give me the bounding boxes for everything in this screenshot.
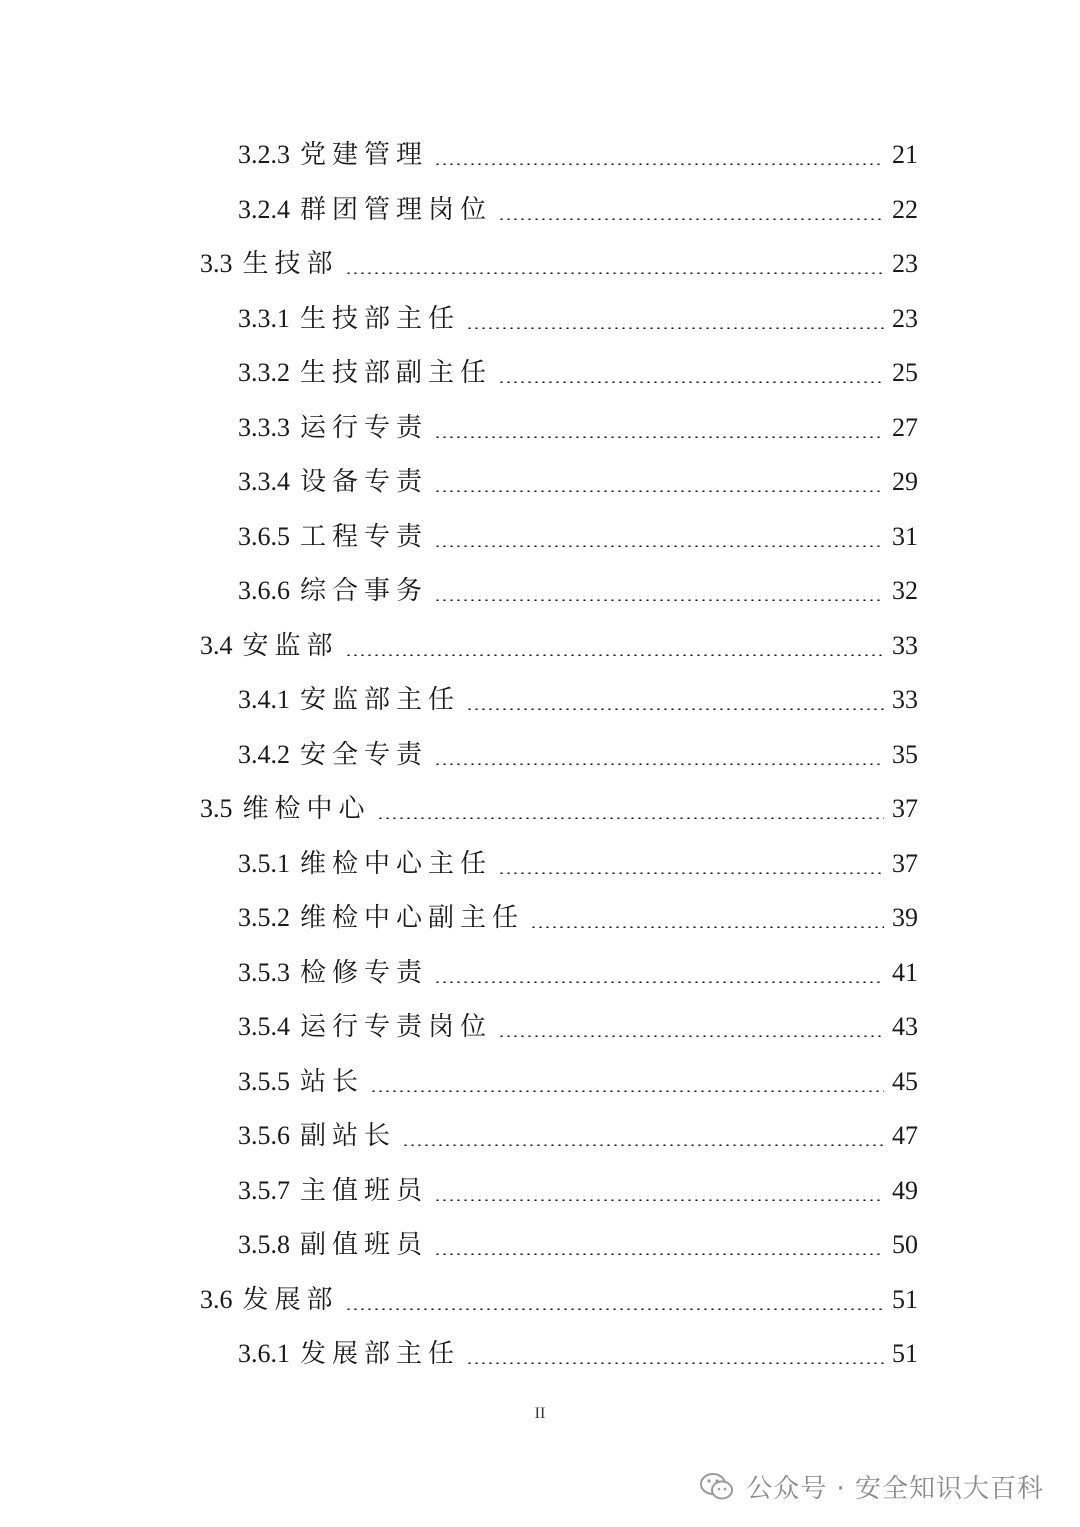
toc-entry xyxy=(0,619,1080,674)
toc-entry xyxy=(0,1218,1080,1273)
toc-entry-page: 51 xyxy=(892,1339,918,1368)
toc-entry-number: 3.6 xyxy=(200,1284,233,1314)
toc-entry-title: 维检中心主任 xyxy=(300,848,493,879)
toc-entry-page: 50 xyxy=(892,1230,918,1259)
toc-entry-page: 31 xyxy=(892,521,918,551)
dot-leader xyxy=(498,872,884,874)
toc-entry-page: 49 xyxy=(892,1175,918,1205)
dot-leader xyxy=(498,218,884,220)
toc-entry-page: 47 xyxy=(892,1121,918,1150)
toc-entry xyxy=(0,673,1080,728)
toc-entry-number: 3.5 xyxy=(200,794,233,823)
toc-entry-page: 39 xyxy=(892,903,918,932)
dot-leader xyxy=(377,817,884,819)
toc-entry-title: 生技部 xyxy=(242,249,339,279)
dot-leader xyxy=(345,654,884,656)
toc-entry-number: 3.4 xyxy=(200,630,233,660)
toc-entry-title: 检修专责 xyxy=(300,957,429,988)
dot-leader xyxy=(466,1362,884,1364)
toc-entry-page: 41 xyxy=(892,957,918,987)
toc-entry-title: 站长 xyxy=(300,1066,365,1097)
toc-entry-title: 副站长 xyxy=(300,1121,397,1151)
dot-leader xyxy=(402,1144,884,1146)
toc-entry-number: 3.5.5 xyxy=(238,1066,290,1096)
toc-entry-page: 25 xyxy=(892,358,918,387)
dot-leader xyxy=(370,1090,884,1092)
toc-entry xyxy=(0,782,1080,837)
dot-leader xyxy=(434,981,884,983)
dot-leader xyxy=(434,436,884,438)
toc-entry-title: 发展部主任 xyxy=(300,1339,461,1369)
watermark xyxy=(700,1468,1044,1505)
toc-entry-number: 3.3 xyxy=(200,249,233,278)
toc-entry-number: 3.5.8 xyxy=(238,1230,290,1259)
toc-entry-title: 党建管理 xyxy=(300,140,429,170)
toc-entry-page: 27 xyxy=(892,412,918,442)
toc-entry-title: 工程专责 xyxy=(300,521,429,552)
toc-entry-page: 35 xyxy=(892,739,918,769)
toc-entry-title: 群团管理岗位 xyxy=(300,194,493,225)
dot-leader xyxy=(434,163,884,165)
toc-entry-title: 生技部主任 xyxy=(300,303,461,334)
dot-leader xyxy=(530,926,884,928)
toc-entry-title: 发展部 xyxy=(242,1284,339,1315)
toc-entry-page: 22 xyxy=(892,194,918,224)
toc-entry xyxy=(0,346,1080,401)
toc-entry xyxy=(0,837,1080,892)
toc-entry-page: 21 xyxy=(892,140,918,169)
toc-entry xyxy=(0,455,1080,510)
toc-entry-number: 3.5.1 xyxy=(238,848,290,878)
toc-entry-number: 3.3.2 xyxy=(238,358,290,387)
toc-entry-title: 设备专责 xyxy=(300,467,429,497)
toc-entry-title: 综合事务 xyxy=(300,576,429,606)
toc-entry xyxy=(0,401,1080,456)
toc-entry xyxy=(0,1055,1080,1110)
dot-leader xyxy=(498,381,884,383)
toc-entry-title: 运行专责 xyxy=(300,412,429,443)
dot-leader xyxy=(466,327,884,329)
table-of-contents xyxy=(0,128,1080,1382)
toc-entry-page: 37 xyxy=(892,848,918,878)
toc-entry xyxy=(0,1109,1080,1164)
toc-entry-title: 运行专责岗位 xyxy=(300,1012,493,1042)
dot-leader xyxy=(434,1253,884,1255)
toc-entry-title: 主值班员 xyxy=(300,1175,429,1206)
dot-leader xyxy=(434,1199,884,1201)
toc-entry-number: 3.3.4 xyxy=(238,467,290,496)
toc-entry xyxy=(0,728,1080,783)
toc-entry-title: 安监部 xyxy=(242,630,339,661)
toc-entry-title: 维检中心 xyxy=(242,794,371,824)
toc-entry-number: 3.4.2 xyxy=(238,739,290,769)
dot-leader xyxy=(434,763,884,765)
toc-entry-page: 33 xyxy=(892,630,918,660)
toc-entry-number: 3.5.4 xyxy=(238,1012,290,1041)
toc-entry xyxy=(0,1273,1080,1328)
wechat-icon xyxy=(700,1472,734,1502)
toc-entry-page: 23 xyxy=(892,303,918,333)
dot-leader xyxy=(466,708,884,710)
watermark-text: 公众号 · 安全知识大百科 xyxy=(746,1474,1044,1504)
toc-entry-page: 23 xyxy=(892,249,918,278)
toc-entry xyxy=(0,946,1080,1001)
toc-entry-number: 3.5.7 xyxy=(238,1175,290,1205)
toc-entry-number: 3.6.5 xyxy=(238,521,290,551)
toc-entry-number: 3.5.6 xyxy=(238,1121,290,1150)
dot-leader xyxy=(345,272,884,274)
toc-entry-number: 3.5.3 xyxy=(238,957,290,987)
toc-entry-number: 3.3.1 xyxy=(238,303,290,333)
toc-entry-title: 安监部主任 xyxy=(300,685,461,715)
toc-entry-page: 45 xyxy=(892,1066,918,1096)
toc-entry-page: 51 xyxy=(892,1284,918,1314)
toc-entry-page: 29 xyxy=(892,467,918,496)
dot-leader xyxy=(434,545,884,547)
toc-entry-title: 安全专责 xyxy=(300,739,429,770)
dot-leader xyxy=(345,1308,884,1310)
toc-entry-page: 37 xyxy=(892,794,918,823)
toc-entry-number: 3.5.2 xyxy=(238,903,290,932)
toc-entry xyxy=(0,1164,1080,1219)
page-number: II xyxy=(534,1405,546,1422)
dot-leader xyxy=(434,599,884,601)
toc-entry xyxy=(0,128,1080,183)
toc-entry-page: 32 xyxy=(892,576,918,605)
toc-entry-title: 维检中心副主任 xyxy=(300,903,525,933)
toc-entry-title: 生技部副主任 xyxy=(300,358,493,388)
toc-entry-page: 43 xyxy=(892,1012,918,1041)
dot-leader xyxy=(498,1035,884,1037)
toc-entry xyxy=(0,564,1080,619)
toc-entry xyxy=(0,237,1080,292)
toc-entry-number: 3.4.1 xyxy=(238,685,290,714)
toc-entry xyxy=(0,510,1080,565)
toc-entry-number: 3.2.4 xyxy=(238,194,290,224)
toc-entry xyxy=(0,1000,1080,1055)
toc-entry xyxy=(0,183,1080,238)
toc-entry-title: 副值班员 xyxy=(300,1230,429,1260)
toc-entry-number: 3.6.6 xyxy=(238,576,290,605)
toc-entry xyxy=(0,1327,1080,1382)
toc-entry-number: 3.6.1 xyxy=(238,1339,290,1368)
toc-entry-number: 3.3.3 xyxy=(238,412,290,442)
toc-entry-number: 3.2.3 xyxy=(238,140,290,169)
toc-entry-page: 33 xyxy=(892,685,918,714)
toc-entry xyxy=(0,292,1080,347)
dot-leader xyxy=(434,490,884,492)
toc-entry xyxy=(0,891,1080,946)
